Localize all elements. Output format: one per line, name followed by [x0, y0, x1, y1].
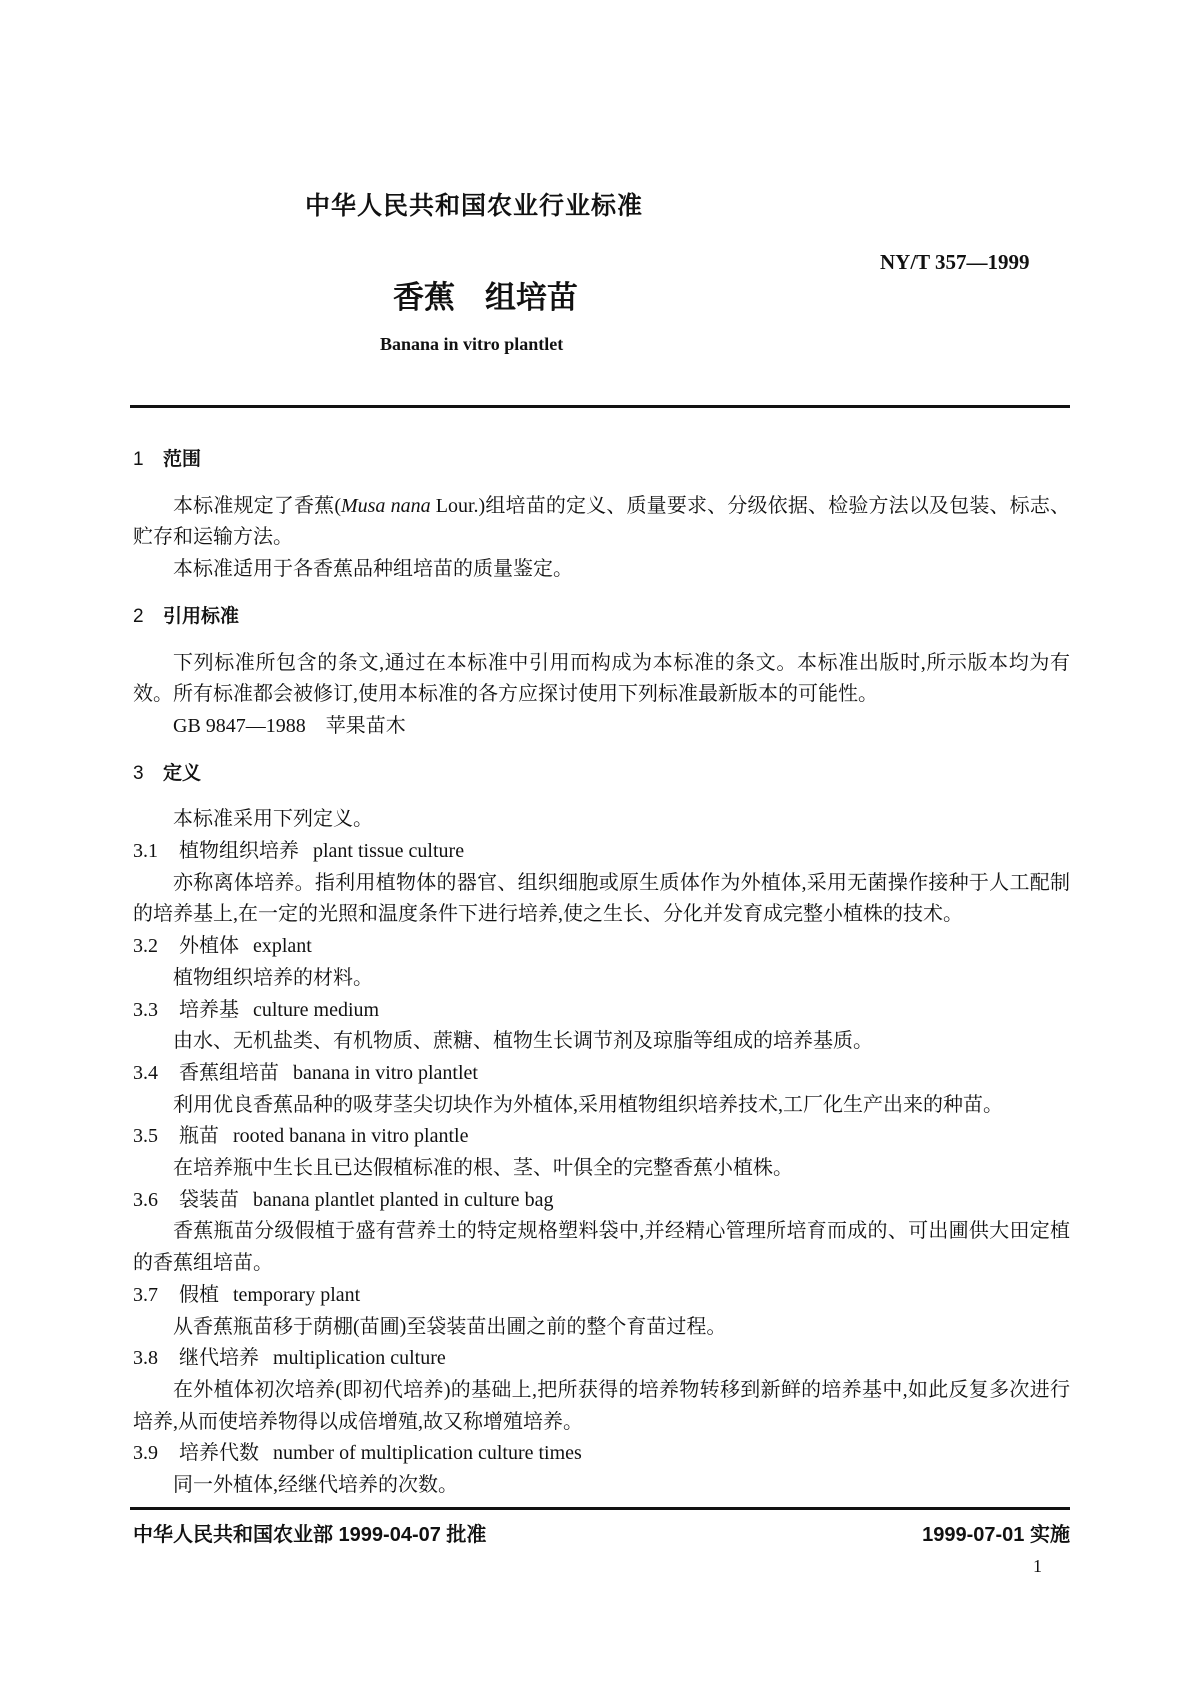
- term-number: 3.6: [133, 1188, 158, 1211]
- page-number: 1: [1033, 1556, 1042, 1576]
- reference-item: GB 9847—1988 苹果苗木: [173, 714, 406, 737]
- term-english: banana plantlet planted in culture bag: [253, 1188, 554, 1211]
- term-number: 3.7: [133, 1283, 158, 1306]
- term-number: 3.3: [133, 998, 158, 1021]
- standard-code: NY/T 357—1999: [880, 250, 1030, 274]
- definition-term: [133, 931, 1070, 963]
- definition-term: [133, 1280, 1070, 1312]
- scientific-name: Musa nana: [340, 494, 431, 517]
- paragraph: 本标准采用下列定义。: [173, 808, 373, 831]
- term-number: 3.1: [133, 840, 158, 863]
- paragraph: [133, 491, 1070, 554]
- section-number: 3: [133, 762, 144, 784]
- document-title-part-a: 香蕉: [393, 280, 455, 315]
- section-number: 1: [133, 449, 144, 470]
- section-number: 2: [133, 605, 144, 627]
- definition-text: 利用优良香蕉品种的吸芽茎尖切块作为外植体,采用植物组织培养技术,工厂化生产出来的种苗。: [173, 1093, 1003, 1116]
- definition-text: 同一外植体,经继代培养的次数。: [173, 1474, 458, 1497]
- section-heading-references: [133, 601, 1070, 633]
- definition-term: [133, 1185, 1070, 1217]
- paragraph: 本标准适用于各香蕉品种组培苗的质量鉴定。: [173, 558, 573, 581]
- definition-term: [133, 836, 1070, 868]
- section-title: 范围: [163, 449, 202, 470]
- footer-divider: [130, 1507, 1070, 1510]
- section-title: 引用标准: [163, 605, 240, 627]
- definition-term: [133, 1058, 1070, 1090]
- term-number: 3.5: [133, 1125, 158, 1148]
- term-number: 3.4: [133, 1061, 158, 1084]
- definition-text: 亦称离体培养。指利用植物体的器官、组织细胞或原生质体作为外植体,采用无菌操作接种于人工配制的培养基上,在一定的光照和温度条件下进行培养,使之生长、分化并发育成完整小植株的技术。: [133, 871, 1070, 926]
- term-number: 3.8: [133, 1347, 158, 1370]
- definition-text: 在培养瓶中生长且已达假植标准的根、茎、叶俱全的完整香蕉小植株。: [173, 1157, 793, 1180]
- term-english: temporary plant: [233, 1283, 361, 1306]
- term-chinese: 外植体: [179, 935, 239, 958]
- term-chinese: 培养基: [179, 998, 239, 1021]
- header-divider: [130, 405, 1070, 408]
- term-chinese: 继代培养: [179, 1347, 259, 1370]
- definition-list: [133, 836, 1070, 1502]
- standard-category-title: 中华人民共和国农业行业标准: [305, 192, 644, 220]
- term-english: banana in vitro plantlet: [293, 1061, 478, 1084]
- term-english: multiplication culture: [273, 1347, 446, 1370]
- definition-text: 香蕉瓶苗分级假植于盛有营养土的特定规格塑料袋中,并经精心管理所培育而成的、可出圃供大田定植的香蕉组培苗。: [133, 1220, 1070, 1275]
- document-body: [133, 444, 1070, 1502]
- term-english: culture medium: [253, 998, 380, 1021]
- term-chinese: 培养代数: [179, 1442, 259, 1465]
- definition-term: [133, 1121, 1070, 1153]
- section-heading-scope: [133, 444, 1070, 476]
- term-chinese: 瓶苗: [179, 1125, 219, 1148]
- term-chinese: 假植: [179, 1283, 219, 1306]
- definition-text: 从香蕉瓶苗移于荫棚(苗圃)至袋装苗出圃之前的整个育苗过程。: [173, 1315, 727, 1338]
- definition-term: [133, 1343, 1070, 1375]
- implementation-date: 1999-07-01 实施: [922, 1524, 1070, 1546]
- paragraph: 下列标准所包含的条文,通过在本标准中引用而构成为本标准的条文。本标准出版时,所示版本均为有效。所有标准都会被修订,使用本标准的各方应探讨使用下列标准最新版本的可能性。: [133, 651, 1070, 706]
- document-title: [393, 272, 578, 317]
- text: Lour.)组培苗的定义、质量要求、分级依据、检验方法以及包装、标志、贮存和运输方法。: [133, 494, 1070, 549]
- definition-text: 在外植体初次培养(即初代培养)的基础上,把所获得的培养物转移到新鲜的培养基中,如此反复多次进行培养,从而使培养物得以成倍增殖,故又称增殖培养。: [133, 1378, 1070, 1433]
- term-number: 3.9: [133, 1442, 158, 1465]
- term-english: explant: [253, 935, 312, 958]
- definition-term: [133, 1438, 1070, 1470]
- term-chinese: 袋装苗: [179, 1188, 239, 1211]
- term-english: number of multiplication culture times: [273, 1442, 582, 1465]
- definition-text: 植物组织培养的材料。: [173, 966, 373, 989]
- term-english: rooted banana in vitro plantle: [233, 1125, 469, 1148]
- approval-date: 中华人民共和国农业部 1999-04-07 批准: [133, 1524, 487, 1546]
- text: 本标准规定了香蕉(: [173, 494, 341, 517]
- document-title-part-b: 组培苗: [485, 280, 578, 315]
- term-number: 3.2: [133, 935, 158, 958]
- document-title-english: Banana in vitro plantlet: [380, 334, 564, 354]
- definition-text: 由水、无机盐类、有机物质、蔗糖、植物生长调节剂及琼脂等组成的培养基质。: [173, 1030, 873, 1053]
- section-heading-definitions: [133, 758, 1070, 790]
- term-english: plant tissue culture: [313, 840, 465, 863]
- term-chinese: 植物组织培养: [179, 840, 299, 863]
- definition-term: [133, 995, 1070, 1027]
- term-chinese: 香蕉组培苗: [179, 1061, 279, 1084]
- section-title: 定义: [163, 762, 202, 784]
